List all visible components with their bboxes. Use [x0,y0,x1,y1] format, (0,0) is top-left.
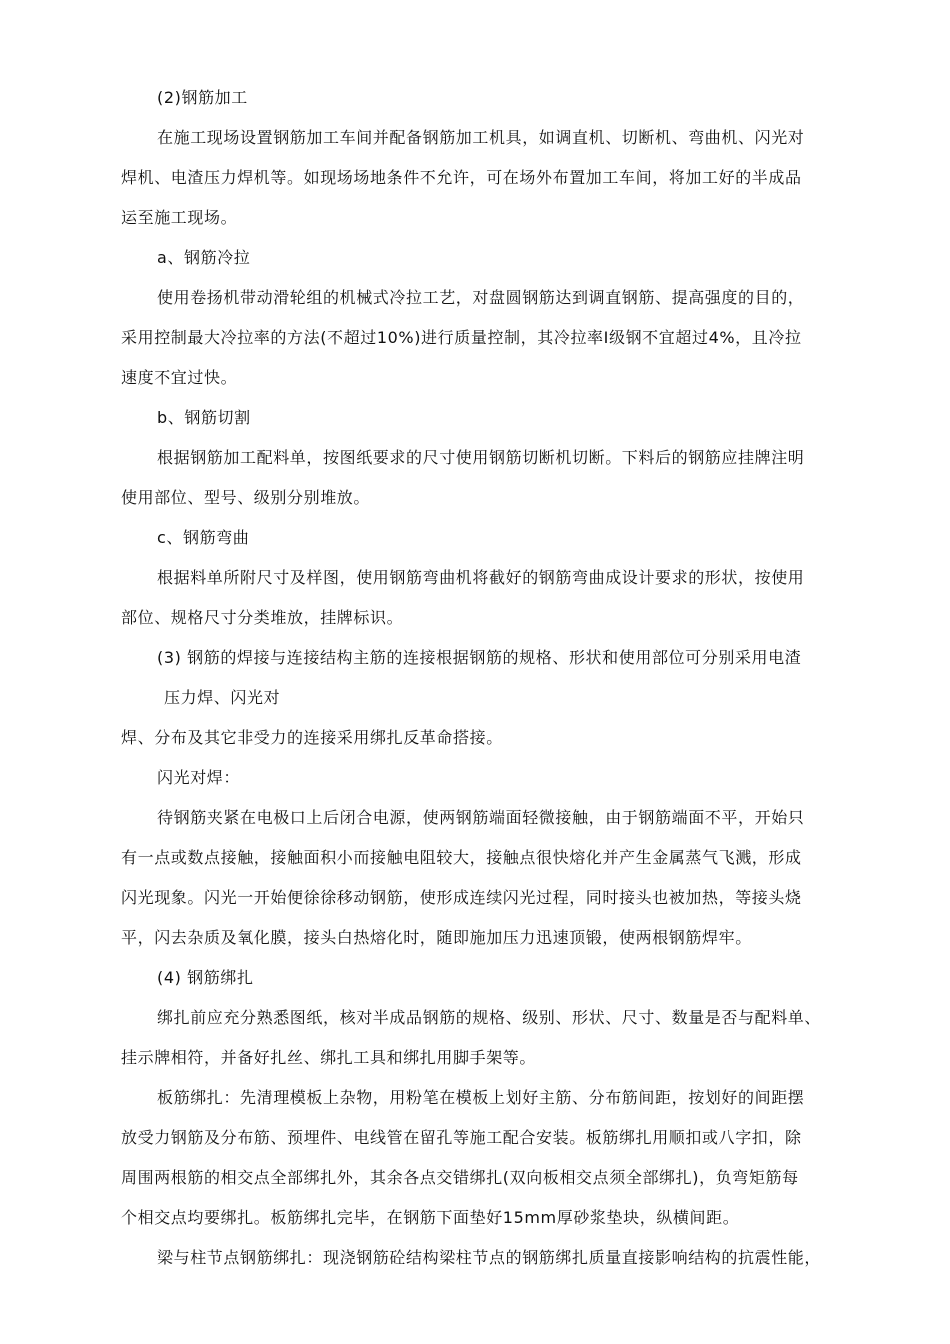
subsection-heading-c: c、钢筋弯曲 [157,528,250,547]
paragraph-line: 焊、分布及其它非受力的连接采用绑扎反革命搭接。 [121,728,503,747]
paragraph-line: 平，闪去杂质及氧化膜，接头白热熔化时，随即施加压力迅速顶锻，使两根钢筋焊牢。 [121,928,752,947]
paragraph-line: 在施工现场设置钢筋加工车间并配备钢筋加工机具，如调直机、切断机、弯曲机、闪光对 [157,128,805,147]
paragraph-line: 有一点或数点接触，接触面积小而接触电阻较大，接触点很快熔化并产生金属蒸气飞溅，形成 [121,848,802,867]
paragraph-line: 个相交点均要绑扎。板筋绑扎完毕，在钢筋下面垫好15mm厚砂浆垫块，纵横间距。 [121,1208,740,1227]
subsection-heading-b: b、钢筋切割 [157,408,251,427]
paragraph-line: 速度不宜过快。 [121,368,238,387]
paragraph-line: 挂示牌相符，并备好扎丝、绑扎工具和绑扎用脚手架等。 [121,1048,537,1067]
flash-weld-heading: 闪光对焊： [157,768,241,787]
subsection-heading-a: a、钢筋冷拉 [157,248,251,267]
paragraph-line: 板筋绑扎：先清理模板上杂物，用粉笔在模板上划好主筋、分布筋间距，按划好的间距摆 [157,1088,805,1107]
section-heading-2: (2)钢筋加工 [157,88,248,107]
paragraph-line: 放受力钢筋及分布筋、预埋件、电线管在留孔等施工配合安装。板筋绑扎用顺扣或八字扣，除 [121,1128,802,1147]
paragraph-line: 使用卷扬机带动滑轮组的机械式冷拉工艺，对盘圆钢筋达到调直钢筋、提高强度的目的， [157,288,805,307]
paragraph-line: 采用控制最大冷拉率的方法(不超过10%)进行质量控制，其冷拉率Ⅰ级钢不宜超过4%，且冷拉 [121,328,802,347]
paragraph-line: 焊机、电渣压力焊机等。如现场场地条件不允许，可在场外布置加工车间，将加工好的半成品 [121,168,802,187]
paragraph-line: 压力焊、闪光对 [164,688,281,707]
section-heading-3-line: (3) 钢筋的焊接与连接结构主筋的连接根据钢筋的规格、形状和使用部位可分别采用电渣 [157,648,802,667]
paragraph-line: 运至施工现场。 [121,208,238,227]
paragraph-line: 根据钢筋加工配料单，按图纸要求的尺寸使用钢筋切断机切断。下料后的钢筋应挂牌注明 [157,448,805,467]
paragraph-line: 周围两根筋的相交点全部绑扎外，其余各点交错绑扎(双向板相交点须全部绑扎)，负弯矩筋每 [121,1168,799,1187]
paragraph-line: 部位、规格尺寸分类堆放，挂牌标识。 [121,608,404,627]
section-heading-4: (4) 钢筋绑扎 [157,968,254,987]
paragraph-line: 待钢筋夹紧在电极口上后闭合电源，使两钢筋端面轻微接触，由于钢筋端面不平，开始只 [157,808,805,827]
paragraph-line: 梁与柱节点钢筋绑扎：现浇钢筋砼结构梁柱节点的钢筋绑扎质量直接影响结构的抗震性能， [157,1248,822,1267]
paragraph-line: 使用部位、型号、级别分别堆放。 [121,488,371,507]
paragraph-line: 闪光现象。闪光一开始便徐徐移动钢筋，使形成连续闪光过程，同时接头也被加热，等接头烧 [121,888,802,907]
paragraph-line: 绑扎前应充分熟悉图纸，核对半成品钢筋的规格、级别、形状、尺寸、数量是否与配料单、 [157,1008,822,1027]
paragraph-line: 根据料单所附尺寸及样图，使用钢筋弯曲机将截好的钢筋弯曲成设计要求的形状，按使用 [157,568,805,587]
